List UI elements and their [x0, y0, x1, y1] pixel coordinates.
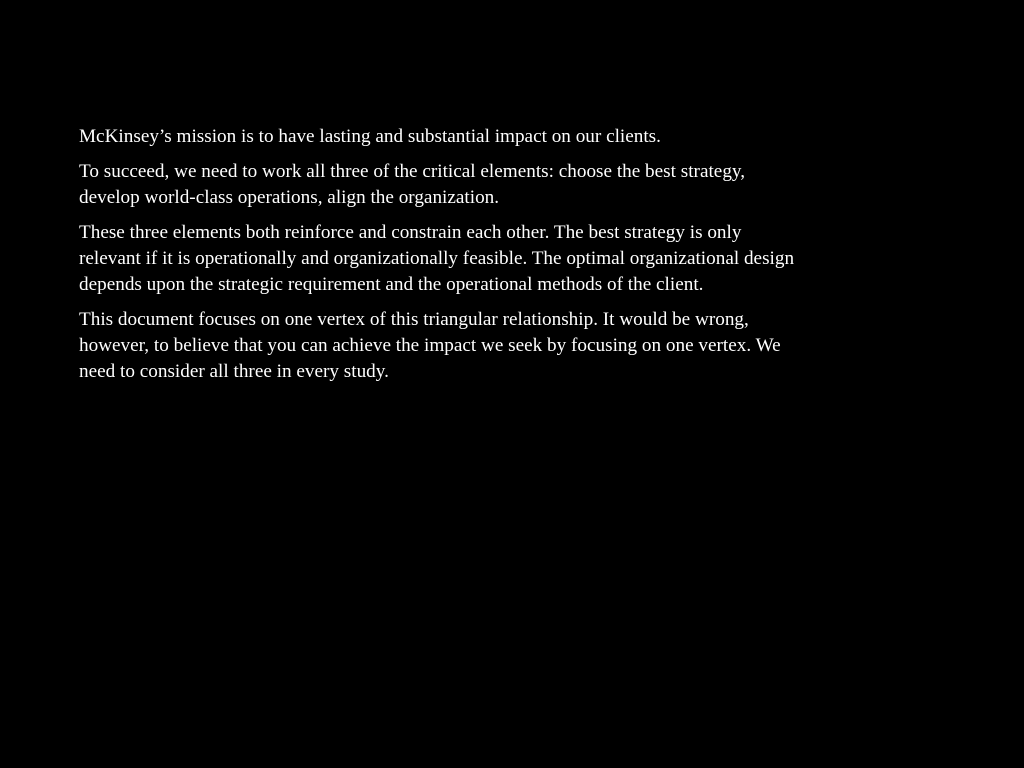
paragraph-document-focus: This document focuses on one vertex of this triangular relationship. It would be wrong, however, to believe that you can achieve the impact we seek by focusing on one vertex. We need to consider all three in every study.	[79, 309, 781, 382]
paragraph-critical-elements: To succeed, we need to work all three of the critical elements: choose the best strategy, develop world-class operations, align the organization.	[79, 161, 746, 208]
paragraph-reinforce-constrain: These three elements both reinforce and constrain each other. The best strategy is only relevant if it is operationally and organizationally feasible. The optimal organizational design depends upon the strategic requirement and the operational methods of the client.	[79, 222, 795, 295]
paragraph-mission: McKinsey’s mission is to have lasting and substantial impact on our clients.	[79, 126, 661, 147]
body-text	[79, 124, 949, 394]
